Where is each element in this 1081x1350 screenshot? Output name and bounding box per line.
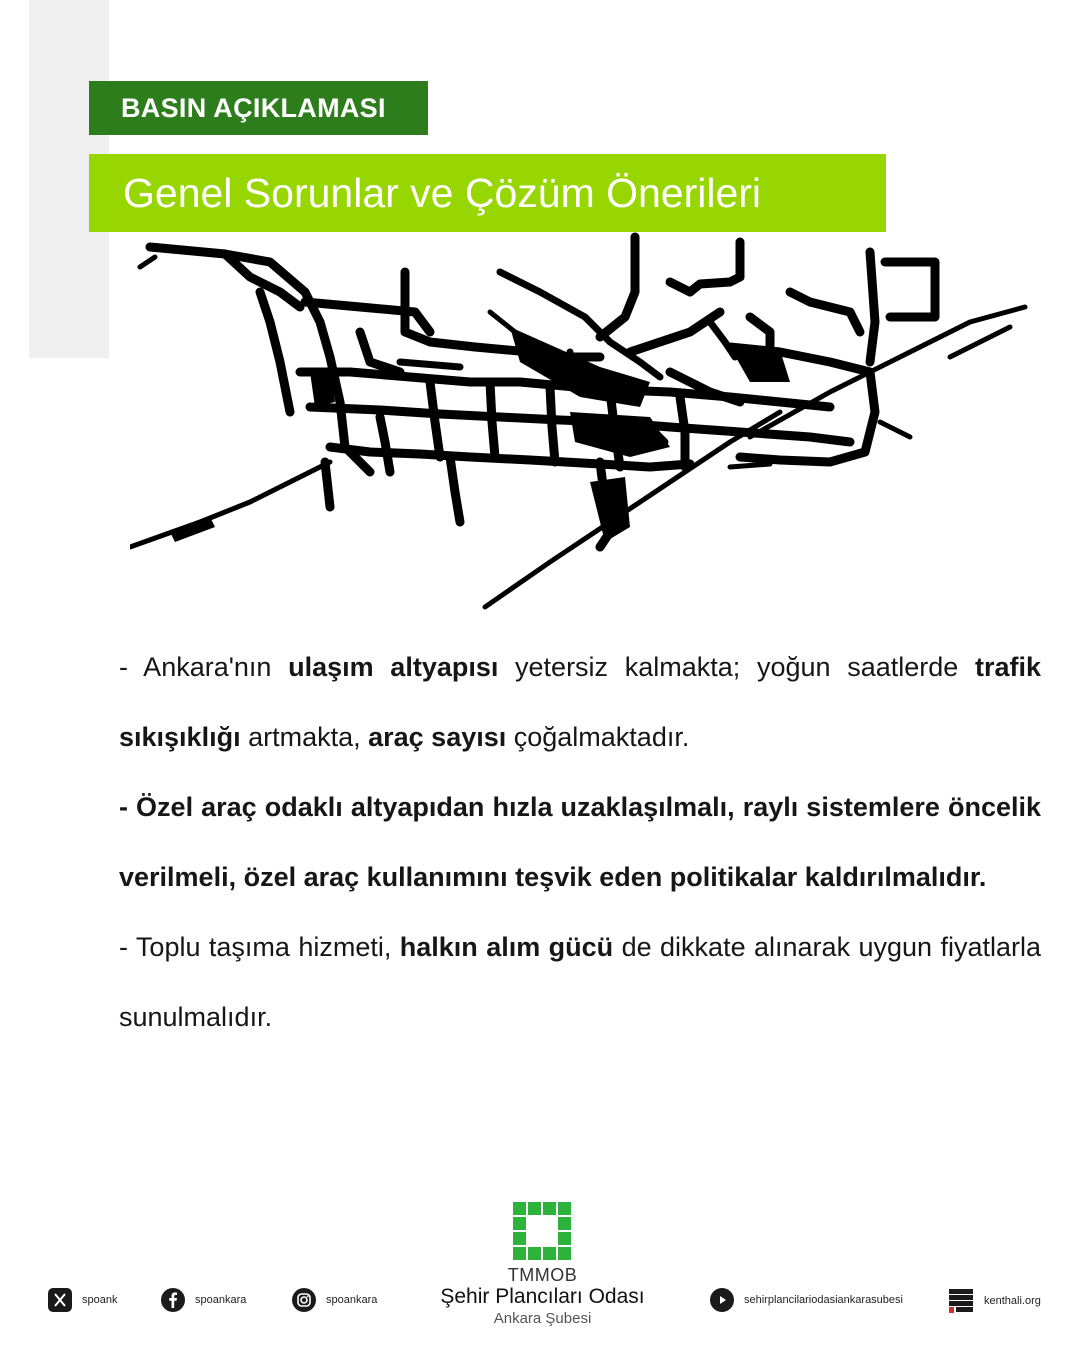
social-youtube[interactable]: [710, 1288, 903, 1312]
p1-bold-3: araç sayısı: [368, 722, 507, 752]
p1-bold-1: ulaşım altyapısı: [288, 652, 499, 682]
p3-text-2: de dikkate alınarak uygun fiyatlarla sunulmalıdır.: [119, 932, 1042, 1032]
kenthali-logo-icon: [948, 1288, 974, 1314]
social-x-handle: spoank: [82, 1294, 118, 1306]
p1-text-1: - Ankara'nın: [119, 652, 289, 682]
press-release-label: [89, 81, 428, 135]
org-line-1: TMMOB: [507, 1265, 578, 1285]
facebook-icon: [161, 1288, 185, 1312]
press-release-label-text: BASIN AÇIKLAMASI: [121, 92, 386, 123]
p1-text-3: artmakta,: [240, 722, 369, 752]
statement-content: [119, 632, 1041, 1052]
social-facebook-handle: spoankara: [195, 1294, 247, 1306]
social-facebook[interactable]: [161, 1288, 246, 1312]
p3-bold-1: halkın alım gücü: [399, 932, 614, 962]
org-line-2: Şehir Plancıları Odası: [440, 1285, 645, 1308]
p1-text-2: yetersiz kalmakta; yoğun saatlerde: [498, 652, 975, 682]
social-youtube-handle: sehirplancilariodasiankarasubesi: [744, 1294, 903, 1306]
x-icon: [48, 1288, 72, 1312]
instagram-icon: [292, 1288, 316, 1312]
tmmob-logo-icon: [513, 1202, 571, 1260]
p2-bold: - Özel araç odaklı altyapıdan hızla uzaklaşılmalı, raylı sistemlere öncelik verilmeli, özel araç kullanımını teşvik eden politikalar kaldırılmalıdır.: [119, 792, 1041, 892]
p3-text-1: - Toplu taşıma hizmeti,: [119, 932, 400, 962]
social-kenthali[interactable]: [948, 1288, 1041, 1314]
road-network-illustration: [130, 232, 1040, 617]
org-line-3: Ankara Şubesi: [493, 1310, 592, 1327]
youtube-icon: [710, 1288, 734, 1312]
page-title-text: Genel Sorunlar ve Çözüm Önerileri: [123, 169, 762, 216]
social-instagram-handle: spoankara: [326, 1294, 378, 1306]
social-x[interactable]: [48, 1288, 117, 1312]
p1-text-4: çoğalmaktadır.: [506, 722, 690, 752]
social-instagram[interactable]: [292, 1288, 377, 1312]
organization-name: [440, 1265, 645, 1329]
paragraph-3: [119, 912, 1041, 1052]
paragraph-1: [119, 632, 1041, 772]
p1-bold-2: trafik sıkışıklığı: [119, 652, 1041, 752]
page-title: [89, 154, 886, 232]
social-kenthali-text: kenthali.org: [984, 1295, 1041, 1307]
paragraph-2: [119, 772, 1041, 912]
